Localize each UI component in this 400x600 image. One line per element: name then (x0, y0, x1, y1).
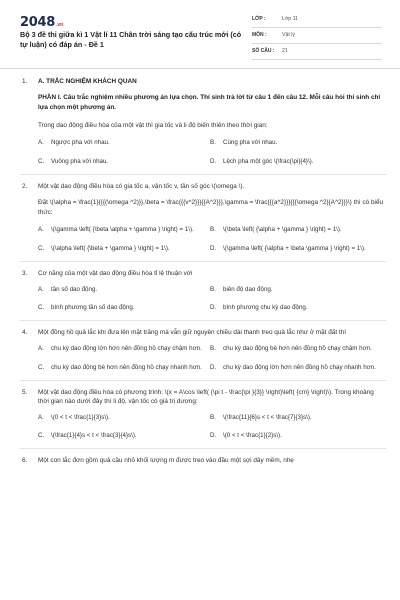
option-text: \(0 < t < \frac{1}{2}s\). (223, 432, 282, 440)
option-letter: D. (210, 157, 217, 165)
option-letter: A. (38, 345, 44, 353)
question-title: Một đồng hồ quả lắc khi đưa lên mặt trăng mà vẫn giữ nguyên chiều dài thanh treo quả lắc như ở mặt đất thì (38, 329, 346, 337)
document-meta (252, 12, 382, 60)
option-text: chu kỳ dao động lớn hơn nên đồng hồ chạy chậm hơn. (51, 345, 202, 353)
question-title: Một vật dao động điều hòa có phương trình: \(x = A\cos \left( {\pi t - \frac{\pi }{3}} \right)\left( {cm} \right)\). Trong khoảng thời gian nào dưới đây thì li độ, vận tốc có giá trị dương: (38, 388, 374, 405)
answer-options (38, 138, 386, 166)
option-b[interactable] (210, 344, 386, 353)
option-text: tần số dao động. (51, 285, 98, 293)
option-a[interactable] (38, 285, 210, 294)
answer-options (38, 225, 386, 253)
meta-value: 21 (282, 47, 288, 54)
option-c[interactable] (38, 363, 210, 372)
question-title: Một vật dao động điều hòa có gia tốc a, vận tốc v, tần số góc \(\omega \). (38, 183, 245, 191)
meta-row-subject (252, 28, 382, 44)
option-letter: B. (210, 226, 216, 234)
option-letter: B. (210, 285, 216, 293)
question-stem: Trong dao động điều hòa của một vật thì gia tốc và li độ biến thiên theo thời gian: (38, 121, 268, 129)
section-title: A. TRẮC NGHIỆM KHÁCH QUAN (38, 78, 137, 85)
option-d[interactable] (210, 244, 386, 253)
option-letter: C. (38, 157, 45, 165)
option-text: \(\frac{11}{6}s < t < \frac{7}{3}s\). (223, 413, 312, 421)
meta-row-class (252, 12, 382, 28)
option-text: chu kỳ dao động bé hơn nên đồng hồ chạy nhanh hơn. (51, 363, 202, 371)
meta-row-count (252, 44, 382, 60)
question-list (20, 78, 386, 474)
question-1 (20, 78, 386, 166)
question-number: 3. (22, 269, 28, 277)
option-text: \(\gamma \left( {\alpha + \beta \gamma } \right) = 1\). (223, 244, 366, 252)
option-d[interactable] (210, 363, 386, 372)
question-4 (20, 329, 386, 372)
meta-label: LỚP : (252, 16, 266, 22)
option-text: bình phương tần số dao động. (51, 304, 135, 312)
option-b[interactable] (210, 225, 386, 234)
meta-label: MÔN : (252, 32, 267, 38)
header-divider (0, 68, 400, 69)
meta-value: Lớp 11 (282, 15, 298, 22)
logo-domain-text: .vn (55, 22, 64, 28)
answer-options (38, 285, 386, 313)
question-stem: Đặt \(\alpha = \frac{1}{{{(\omega ^2)}},\beta = \frac{{{v^2}}}{{A^2}}},\gamma = \frac{{{a^2}}}{{{\omega ^2}{A^2}}}\) thì có biểu thức: (38, 198, 384, 216)
meta-label: SỐ CÂU : (252, 48, 275, 54)
option-letter: D. (210, 363, 217, 371)
option-text: \(\alpha \left( {\beta + \gamma } \right) = 1\). (51, 244, 170, 252)
logo-main-text: 2048 (20, 15, 55, 30)
option-c[interactable] (38, 157, 210, 166)
option-a[interactable] (38, 225, 210, 234)
option-letter: C. (38, 244, 45, 252)
part-instructions: PHẦN I. Câu trắc nghiệm nhiều phương án lựa chọn. Thí sinh trả lời từ câu 1 đến câu 12. Mỗi câu hỏi thí sinh chỉ lựa chọn một phương án. (38, 93, 381, 111)
meta-value: Vật lý (282, 31, 295, 38)
option-text: Vuông pha với nhau. (51, 157, 109, 165)
option-c[interactable] (38, 431, 210, 440)
question-title: Cơ năng của một vật dao động điều hòa tỉ lệ thuận với (38, 269, 193, 277)
question-divider (20, 320, 386, 321)
option-letter: C. (38, 432, 45, 440)
option-text: Ngược pha với nhau. (51, 139, 110, 147)
option-text: Lệch pha một góc \(\frac{\pi}{4}\). (223, 157, 314, 165)
question-number: 1. (22, 78, 28, 85)
question-divider (20, 174, 386, 175)
option-text: chu kỳ dao động bé hơn nên đồng hồ chạy chậm hơn. (223, 345, 372, 353)
question-divider (20, 261, 386, 262)
option-text: chu kỳ dao động lớn hơn nên đồng hồ chạy nhanh hơn. (223, 363, 376, 371)
option-letter: B. (210, 139, 216, 147)
option-text: \(0 < t < \frac{1}{3}s\). (51, 413, 110, 421)
option-letter: A. (38, 139, 44, 147)
option-text: \(\beta \left( {\alpha + \gamma } \right) = 1\). (223, 226, 342, 234)
question-number: 4. (22, 329, 28, 337)
question-number: 6. (22, 457, 28, 465)
option-d[interactable] (210, 431, 386, 440)
option-text: \(\gamma \left( {\beta \alpha + \gamma } \right) = 1\). (51, 226, 194, 234)
question-2 (20, 183, 386, 253)
option-letter: C. (38, 363, 45, 371)
question-title: Một con lắc đơn gồm quả cầu nhỏ khối lượng m được treo vào đầu một sợi dây mềm, nhẹ (38, 457, 294, 465)
option-a[interactable] (38, 344, 210, 353)
option-letter: D. (210, 304, 217, 312)
option-letter: C. (38, 304, 45, 312)
option-a[interactable] (38, 138, 210, 147)
option-b[interactable] (210, 285, 386, 294)
option-letter: D. (210, 432, 217, 440)
option-d[interactable] (210, 157, 386, 166)
option-text: Cùng pha với nhau. (223, 139, 278, 147)
option-a[interactable] (38, 413, 210, 422)
option-c[interactable] (38, 244, 210, 253)
option-text: bình phương chu kỳ dao động. (223, 304, 308, 312)
option-letter: B. (210, 413, 216, 421)
document-header (0, 0, 400, 66)
option-b[interactable] (210, 138, 386, 147)
answer-options (38, 413, 386, 441)
option-text: \(\frac{1}{4}s < t < \frac{3}{4}s\). (51, 432, 137, 440)
question-number: 2. (22, 183, 28, 191)
option-letter: A. (38, 226, 44, 234)
option-text: biên độ dao động. (223, 285, 273, 293)
document-title: Bộ 3 đề thi giữa kì 1 Vật lí 11 Chân trời sáng tạo cấu trúc mới (có tự luận) có đáp án - Đề 1 (20, 30, 242, 50)
option-d[interactable] (210, 303, 386, 312)
question-3 (20, 270, 386, 313)
answer-options (38, 344, 386, 372)
option-letter: D. (210, 244, 217, 252)
option-b[interactable] (210, 413, 386, 422)
question-5 (20, 389, 386, 441)
option-letter: B. (210, 345, 216, 353)
option-letter: A. (38, 285, 44, 293)
option-c[interactable] (38, 303, 210, 312)
question-divider (20, 380, 386, 381)
question-divider (20, 448, 386, 449)
question-6 (20, 457, 386, 466)
question-number: 5. (22, 388, 28, 396)
option-letter: A. (38, 413, 44, 421)
